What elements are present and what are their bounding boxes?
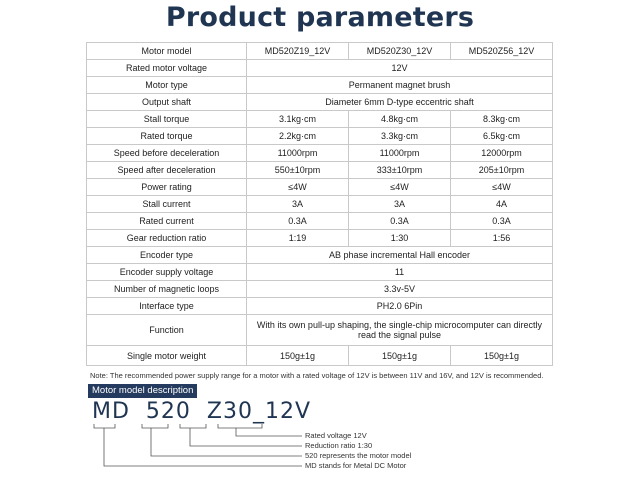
- row-value: 150g±1g: [349, 346, 451, 366]
- model-code-part-md: MD: [92, 399, 130, 424]
- model-code-part-z30: Z30_12V: [206, 399, 312, 424]
- row-value: 12000rpm: [451, 145, 553, 162]
- row-value: 3.3kg·cm: [349, 128, 451, 145]
- row-value: 205±10rpm: [451, 162, 553, 179]
- row-label: Encoder type: [87, 247, 247, 264]
- row-value: With its own pull-up shaping, the single-chip microcomputer can directly read the signal pulse: [247, 315, 553, 346]
- row-value: 0.3A: [349, 213, 451, 230]
- row-label: Interface type: [87, 298, 247, 315]
- row-value: Diameter 6mm D-type eccentric shaft: [247, 94, 553, 111]
- header-cell: MD520Z30_12V: [349, 43, 451, 60]
- row-value: 150g±1g: [451, 346, 553, 366]
- model-code-part-520: 520: [145, 399, 191, 424]
- row-label: Output shaft: [87, 94, 247, 111]
- row-value: 11000rpm: [247, 145, 349, 162]
- row-label: Power rating: [87, 179, 247, 196]
- row-label: Rated torque: [87, 128, 247, 145]
- header-cell: Motor model: [87, 43, 247, 60]
- row-value: 11: [247, 264, 553, 281]
- row-value: 8.3kg·cm: [451, 111, 553, 128]
- row-value: 550±10rpm: [247, 162, 349, 179]
- row-value: 3A: [247, 196, 349, 213]
- page-title: Product parameters: [165, 2, 475, 33]
- row-label: Speed after deceleration: [87, 162, 247, 179]
- row-value: 4.8kg·cm: [349, 111, 451, 128]
- row-value: 3A: [349, 196, 451, 213]
- row-label: Function: [87, 315, 247, 346]
- legend-metal-dc-motor: MD stands for Metal DC Motor: [305, 461, 407, 470]
- row-value: 1:19: [247, 230, 349, 247]
- row-value: AB phase incremental Hall encoder: [247, 247, 553, 264]
- row-label: Stall torque: [87, 111, 247, 128]
- row-value: 2.2kg·cm: [247, 128, 349, 145]
- row-value: 11000rpm: [349, 145, 451, 162]
- row-label: Stall current: [87, 196, 247, 213]
- row-value: 4A: [451, 196, 553, 213]
- row-label: Rated current: [87, 213, 247, 230]
- row-value: ≤4W: [451, 179, 553, 196]
- row-label: Motor type: [87, 77, 247, 94]
- row-value: ≤4W: [349, 179, 451, 196]
- legend-rated-voltage: Rated voltage 12V: [305, 431, 367, 440]
- header-cell: MD520Z56_12V: [451, 43, 553, 60]
- row-value: Permanent magnet brush: [247, 77, 553, 94]
- row-value: 3.3v-5V: [247, 281, 553, 298]
- row-label: Rated motor voltage: [87, 60, 247, 77]
- row-value: 6.5kg·cm: [451, 128, 553, 145]
- row-value: 1:56: [451, 230, 553, 247]
- row-label: Number of magnetic loops: [87, 281, 247, 298]
- row-value: PH2.0 6Pin: [247, 298, 553, 315]
- row-value: 12V: [247, 60, 553, 77]
- row-label: Speed before deceleration: [87, 145, 247, 162]
- row-label: Gear reduction ratio: [87, 230, 247, 247]
- row-value: ≤4W: [247, 179, 349, 196]
- row-value: 0.3A: [247, 213, 349, 230]
- row-value: 1:30: [349, 230, 451, 247]
- row-value: 0.3A: [451, 213, 553, 230]
- row-label: Single motor weight: [87, 346, 247, 366]
- header-cell: MD520Z19_12V: [247, 43, 349, 60]
- legend-reduction-ratio: Reduction ratio 1:30: [305, 441, 373, 450]
- row-value: 150g±1g: [247, 346, 349, 366]
- row-value: 333±10rpm: [349, 162, 451, 179]
- row-value: 3.1kg·cm: [247, 111, 349, 128]
- model-description-label: Motor model description: [88, 384, 197, 398]
- row-label: Encoder supply voltage: [87, 264, 247, 281]
- legend-motor-model: 520 represents the motor model: [305, 451, 412, 460]
- note-text: Note: The recommended power supply range for a motor with a rated voltage of 12V is between 11V and 16V, and 12V is recommended.: [90, 371, 544, 380]
